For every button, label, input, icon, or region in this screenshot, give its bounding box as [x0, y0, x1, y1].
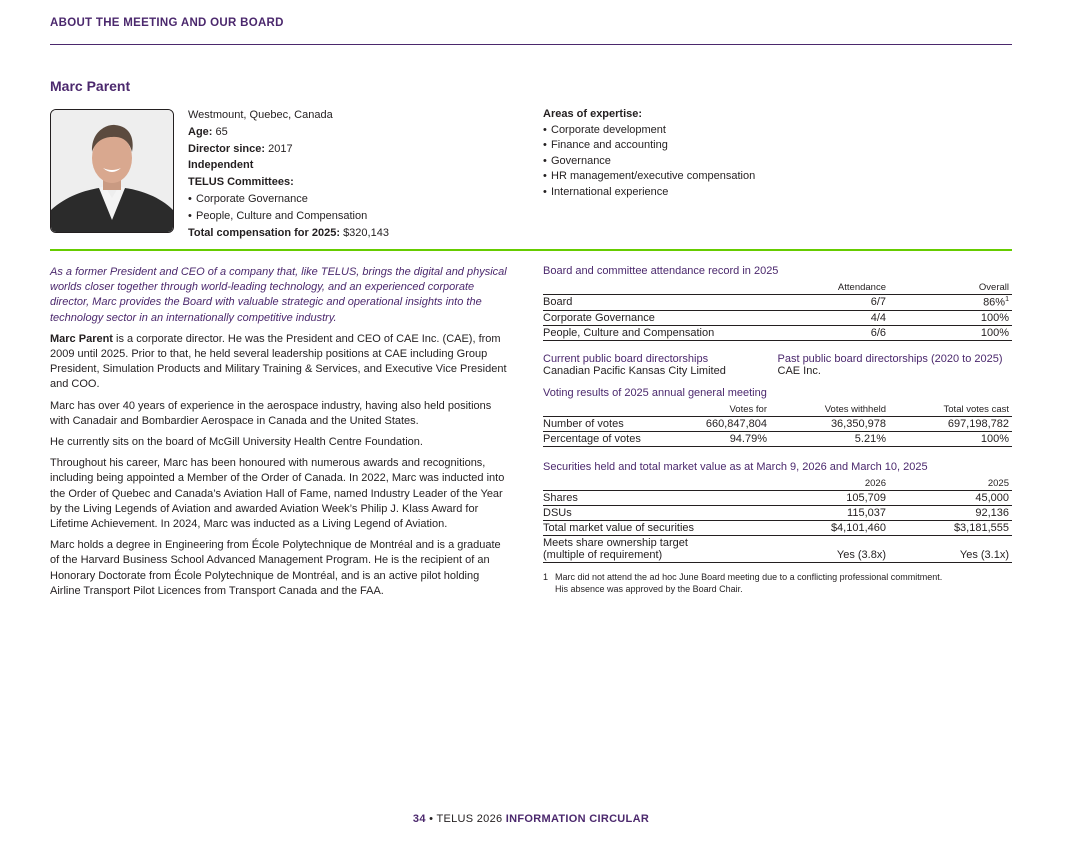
director-name: Marc Parent — [50, 78, 131, 94]
col-header: Total votes cast — [943, 403, 1009, 415]
header-divider — [50, 44, 1012, 45]
bio-paragraph: Marc Parent is a corporate director. He was the President and CEO of CAE Inc. (CAE), from 2009 until 2025. Prior to that, he held several leadership positions at CAE including Group President, Simulation Products and Military Training & Services, and Executive Vice President and COO. — [50, 332, 507, 391]
committee-item: • Corporate Governance — [188, 191, 389, 208]
directorships — [543, 353, 1012, 377]
col-header: Votes for — [729, 403, 767, 415]
table-row: Percentage of votes 94.79% 5.21% 100% — [543, 431, 1012, 446]
table-row: Corporate Governance 4/4 100% — [543, 310, 1012, 325]
col-header: Attendance — [837, 282, 886, 293]
table-row: Number of votes 660,847,804 36,350,978 697,198,782 — [543, 416, 1012, 431]
col-header: Overall — [978, 282, 1009, 293]
director-since: Director since: 2017 — [188, 142, 293, 155]
page-number: 34 — [412, 813, 426, 825]
past-directorships-title: Past public board directorships (2020 to 2025) — [777, 352, 1003, 365]
attendance-table — [543, 281, 1012, 341]
voting-table — [543, 403, 1012, 447]
committee-item: • People, Culture and Compensation — [188, 208, 389, 225]
table-row: Total market value of securities $4,101,460 $3,181,555 — [543, 520, 1012, 535]
director-facts — [188, 107, 389, 241]
footnote-ref: 1 — [1005, 296, 1009, 303]
expertise-item: • Finance and accounting — [543, 138, 755, 154]
biography — [50, 265, 508, 605]
director-tables — [543, 265, 1012, 596]
expertise-item: • Corporate development — [543, 123, 755, 139]
col-header: Votes withheld — [824, 403, 886, 415]
col-header: 2025 — [987, 477, 1009, 489]
areas-of-expertise — [543, 107, 755, 200]
section-header: ABOUT THE MEETING AND OUR BOARD — [50, 17, 284, 29]
attendance-title: Board and committee attendance record in 2025 — [543, 265, 779, 277]
bio-intro: As a former President and CEO of a company that, like TELUS, brings the digital and physical worlds closer together through world-leading technology, and an experienced corporate director, Marc provides the Board with valuable strategic and operational insights into the technology sector in an internationally competitive industry. — [50, 266, 507, 324]
bio-paragraph: Marc holds a degree in Engineering from École Polytechnique de Montréal and is a graduate of the Harvard Business School Advanced Management Program. He is the recipient of an Honorary Doctorate from École Polytechnique de Montréal, and is an active pilot holding Airline Transport Pilot Licences from Transport Canada and the FAA. — [50, 539, 501, 597]
director-photo — [50, 109, 174, 233]
table-row: Meets share ownership target (multiple of requirement) Yes (3.8x) Yes (3.1x) — [543, 535, 1012, 562]
bio-paragraph: He currently sits on the board of McGill University Health Centre Foundation. — [50, 436, 423, 449]
footnote: 1 Marc did not attend the ad hoc June Board meeting due to a conflicting professional commitment. His absence was approved by the Board Chair. — [543, 571, 943, 595]
location: Westmount, Quebec, Canada — [188, 109, 333, 121]
bio-paragraph: Marc has over 40 years of experience in the aerospace industry, having also held positions with Canadair and Bombardier Aerospace in Canada and the United States. — [50, 399, 492, 427]
expertise-item: • HR management/executive compensation — [543, 169, 755, 185]
past-directorships-value: CAE Inc. — [777, 364, 821, 377]
committees-label: TELUS Committees: — [188, 176, 294, 189]
current-directorships-value: Canadian Pacific Kansas City Limited — [543, 364, 726, 377]
age: Age: 65 — [188, 125, 228, 138]
expertise-item: • Governance — [543, 154, 755, 170]
expertise-title: Areas of expertise: — [543, 108, 643, 120]
bio-paragraph: Throughout his career, Marc has been honoured with numerous awards and recognitions, including being appointed a Member of the Order of Canada. In 2022, Marc was inducted into the Order of Quebec and Canada’s Aviation Hall of Fame, named Industry Leader of the Year by the Living Legends of Aviation and awarded Aviation Week’s Philip J. Klass Award for Lifetime Achievement. In 2024, Marc was inducted as a Living Legend of Aviation. — [50, 457, 505, 531]
expertise-item: • International experience — [543, 185, 755, 201]
table-row: Board 6/7 86%$^1$ — [543, 295, 1012, 311]
page-footer: 34 • TELUS 2026 INFORMATION CIRCULAR — [412, 813, 650, 825]
voting-title: Voting results of 2025 annual general meeting — [543, 386, 767, 399]
table-row: Shares 105,709 45,000 — [543, 490, 1012, 505]
table-row: DSUs 115,037 92,136 — [543, 505, 1012, 520]
col-header: 2026 — [864, 477, 886, 489]
total-compensation: Total compensation for 2025: $320,143 — [188, 226, 389, 239]
table-row: People, Culture and Compensation 6/6 100% — [543, 325, 1012, 340]
current-directorships-title: Current public board directorships — [543, 352, 709, 365]
securities-table — [543, 477, 1012, 563]
section-divider — [50, 249, 1012, 251]
independence-status: Independent — [188, 159, 254, 172]
securities-title: Securities held and total market value as at March 9, 2026 and March 10, 2025 — [543, 460, 928, 473]
